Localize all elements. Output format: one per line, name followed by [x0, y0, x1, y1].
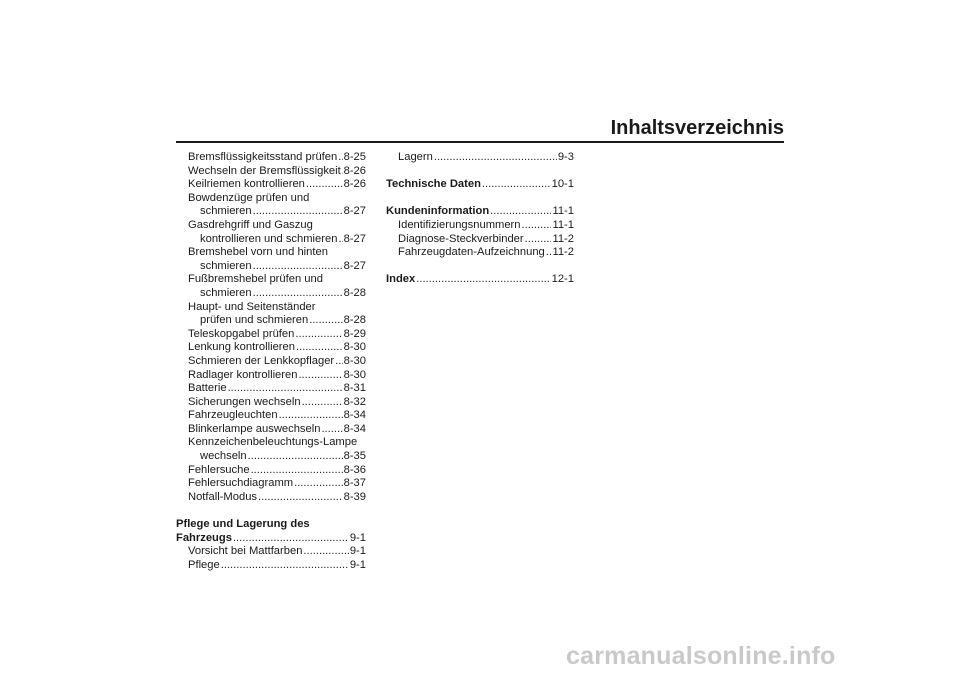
toc-leader-dots: [253, 205, 343, 219]
toc-leader-dots: [522, 219, 552, 233]
toc-entry[interactable]: [386, 233, 574, 247]
toc-entry-title: Teleskopgabel prüfen: [188, 327, 295, 340]
toc-left-column: [176, 151, 366, 572]
toc-entry-title: Notfall-Modus: [188, 490, 258, 503]
toc-entry[interactable]: [176, 260, 366, 274]
toc-chapter[interactable]: [386, 178, 574, 192]
toc-entry[interactable]: [176, 396, 366, 410]
toc-entry-title: schmieren: [200, 205, 252, 218]
toc-entry-page: 8-26: [343, 178, 366, 191]
toc-entry-title: Gasdrehgriff und Gaszug: [188, 218, 313, 231]
toc-chapter[interactable]: [386, 205, 574, 219]
toc-leader-dots: [294, 477, 343, 491]
toc-chapter-heading-line: [176, 518, 366, 532]
toc-entry-title: Haupt- und Seitenständer: [188, 300, 316, 313]
toc-entry-title: Radlager kontrollieren: [188, 368, 298, 381]
toc-leader-dots: [253, 287, 343, 301]
toc-entry-title: wechseln: [200, 450, 247, 463]
toc-entry-page: 11-1: [552, 218, 574, 231]
toc-entry[interactable]: [176, 464, 366, 478]
toc-entry-page: 8-26: [343, 164, 366, 177]
toc-entry[interactable]: [176, 341, 366, 355]
toc-entry[interactable]: [176, 423, 366, 437]
toc-chapter[interactable]: [176, 532, 366, 546]
toc-entry-page: 8-30: [343, 341, 366, 354]
toc-entry-title: Fehlersuchdiagramm: [188, 477, 294, 490]
toc-entry-title: Diagnose-Steckverbinder: [398, 232, 524, 245]
toc-entry[interactable]: [176, 450, 366, 464]
toc-entry[interactable]: [386, 219, 574, 233]
toc-leader-dots: [309, 314, 342, 328]
toc-leader-dots: [228, 382, 343, 396]
toc-entry-title: Wechseln der Bremsflüssigkeit: [188, 164, 341, 177]
toc-entry-heading-line: [176, 219, 366, 233]
toc-entry-page: 8-30: [343, 354, 366, 367]
toc-entry[interactable]: [386, 151, 574, 165]
toc-entry-page: 8-35: [343, 450, 366, 463]
toc-entry-title: Bowdenzüge prüfen und: [188, 191, 310, 204]
toc-entry-title: schmieren: [200, 286, 252, 299]
toc-leader-dots: [306, 178, 343, 192]
toc-entry-title: Blinkerlampe auswechseln: [188, 422, 321, 435]
toc-leader-dots: [321, 423, 342, 437]
toc-entry-title: Identifizierungsnummern: [398, 218, 521, 231]
toc-entry-heading-line: [176, 192, 366, 206]
toc-entry-page: 8-32: [343, 395, 366, 408]
toc-entry-page: 11-1: [552, 205, 574, 218]
toc-leader-dots: [342, 165, 343, 179]
toc-entry[interactable]: [176, 491, 366, 505]
toc-entry-heading-line: [176, 301, 366, 315]
toc-leader-dots: [482, 178, 551, 192]
toc-entry-page: 8-29: [343, 327, 366, 340]
toc-entry-title: Lagern: [398, 151, 433, 163]
toc-leader-dots: [302, 396, 343, 410]
toc-leader-dots: [303, 545, 348, 559]
toc-entry[interactable]: [176, 355, 366, 369]
toc-chapter[interactable]: [386, 273, 574, 287]
toc-entry[interactable]: [176, 205, 366, 219]
section-spacer: [386, 165, 574, 179]
toc-entry-page: 8-36: [343, 463, 366, 476]
toc-entry-title: Keilriemen kontrollieren: [188, 178, 305, 191]
toc-entry-page: 9-1: [349, 545, 366, 558]
header-rule: [176, 141, 784, 143]
toc-leader-dots: [338, 151, 342, 165]
toc-entry-page: 11-2: [552, 246, 574, 259]
toc-entry[interactable]: [176, 382, 366, 396]
toc-entry-title: Pflege: [188, 558, 220, 571]
toc-entry-heading-line: [176, 436, 366, 450]
toc-entry-page: 9-1: [349, 531, 366, 544]
toc-chapter-title: Index: [386, 273, 416, 286]
toc-entry-page: 9-1: [349, 558, 366, 571]
page-title: Inhaltsverzeichnis: [610, 117, 784, 139]
toc-leader-dots: [298, 369, 342, 383]
toc-entry-title: Batterie: [188, 382, 227, 395]
toc-entry[interactable]: [176, 178, 366, 192]
toc-entry-title: kontrollieren und schmieren: [200, 232, 338, 245]
toc-entry-title: Fußbremshebel prüfen und: [188, 273, 323, 286]
toc-entry-page: 9-3: [557, 151, 574, 163]
toc-entry-title: prüfen und schmieren: [200, 314, 309, 327]
toc-leader-dots: [546, 246, 552, 260]
toc-entry-page: 8-34: [343, 409, 366, 422]
toc-entry[interactable]: [176, 287, 366, 301]
toc-entry-title: Lenkung kontrollieren: [188, 341, 295, 354]
toc-leader-dots: [221, 559, 349, 573]
toc-entry-page: 8-27: [343, 259, 366, 272]
toc-entry-page: 11-2: [552, 232, 574, 245]
toc-leader-dots: [338, 233, 342, 247]
toc-right-column: [386, 151, 574, 287]
toc-entry-page: 8-27: [343, 232, 366, 245]
toc-entry-title: Schmieren der Lenkkopflager: [188, 354, 335, 367]
toc-chapter-title: Technische Daten: [386, 178, 481, 191]
toc-leader-dots: [248, 450, 343, 464]
toc-entry-page: 8-34: [343, 422, 366, 435]
toc-entry-page: 12-1: [551, 273, 574, 286]
toc-entry-page: 8-37: [343, 477, 366, 490]
toc-leader-dots: [258, 491, 343, 505]
toc-entry-page: 8-39: [343, 490, 366, 503]
toc-entry[interactable]: [176, 559, 366, 573]
toc-entry[interactable]: [176, 477, 366, 491]
toc-leader-dots: [490, 205, 551, 219]
toc-entry-title: schmieren: [200, 259, 252, 272]
toc-chapter-title: Pflege und Lagerung des: [176, 518, 310, 531]
toc-entry-title: Bremsflüssigkeitsstand prüfen: [188, 151, 338, 163]
section-spacer: [386, 260, 574, 274]
toc-entry-title: Sicherungen wechseln: [188, 395, 301, 408]
toc-entry-title: Vorsicht bei Mattfarben: [188, 545, 303, 558]
toc-leader-dots: [253, 260, 343, 274]
toc-entry-title: Fehlersuche: [188, 463, 250, 476]
toc-entry-title: Fahrzeugdaten-Aufzeichnung: [398, 246, 545, 259]
toc-entry-title: Kennzeichenbeleuchtungs-Lampe: [188, 436, 358, 449]
toc-leader-dots: [233, 532, 349, 546]
toc-entry-title: Bremshebel vorn und hinten: [188, 246, 328, 259]
toc-entry[interactable]: [176, 314, 366, 328]
toc-entry-page: 8-27: [343, 205, 366, 218]
toc-leader-dots: [416, 273, 550, 287]
toc-leader-dots: [525, 233, 552, 247]
section-spacer: [176, 504, 366, 518]
toc-entry-title: Fahrzeugleuchten: [188, 409, 278, 422]
toc-entry-heading-line: [176, 273, 366, 287]
toc-entry-page: 8-30: [343, 368, 366, 381]
toc-entry[interactable]: [176, 233, 366, 247]
toc-entry-page: 10-1: [551, 178, 574, 191]
toc-leader-dots: [434, 151, 557, 165]
toc-entry[interactable]: [176, 369, 366, 383]
toc-entry[interactable]: [176, 409, 366, 423]
watermark: carmanualsonline.info: [566, 642, 836, 670]
toc-entry[interactable]: [386, 246, 574, 260]
toc-leader-dots: [295, 328, 342, 342]
toc-leader-dots: [335, 355, 342, 369]
toc-leader-dots: [296, 341, 343, 355]
toc-entry[interactable]: [176, 151, 366, 165]
toc-entry[interactable]: [176, 165, 366, 179]
toc-chapter-title: Kundeninformation: [386, 205, 490, 218]
toc-entry[interactable]: [176, 545, 366, 559]
toc-entry-page: 8-25: [343, 151, 366, 163]
toc-entry-page: 8-31: [343, 382, 366, 395]
toc-entry-heading-line: [176, 246, 366, 260]
toc-leader-dots: [251, 464, 343, 478]
section-spacer: [386, 192, 574, 206]
toc-entry[interactable]: [176, 328, 366, 342]
toc-entry-page: 8-28: [343, 286, 366, 299]
toc-leader-dots: [279, 409, 343, 423]
toc-chapter-title: Fahrzeugs: [176, 531, 232, 544]
toc-entry-page: 8-28: [343, 314, 366, 327]
